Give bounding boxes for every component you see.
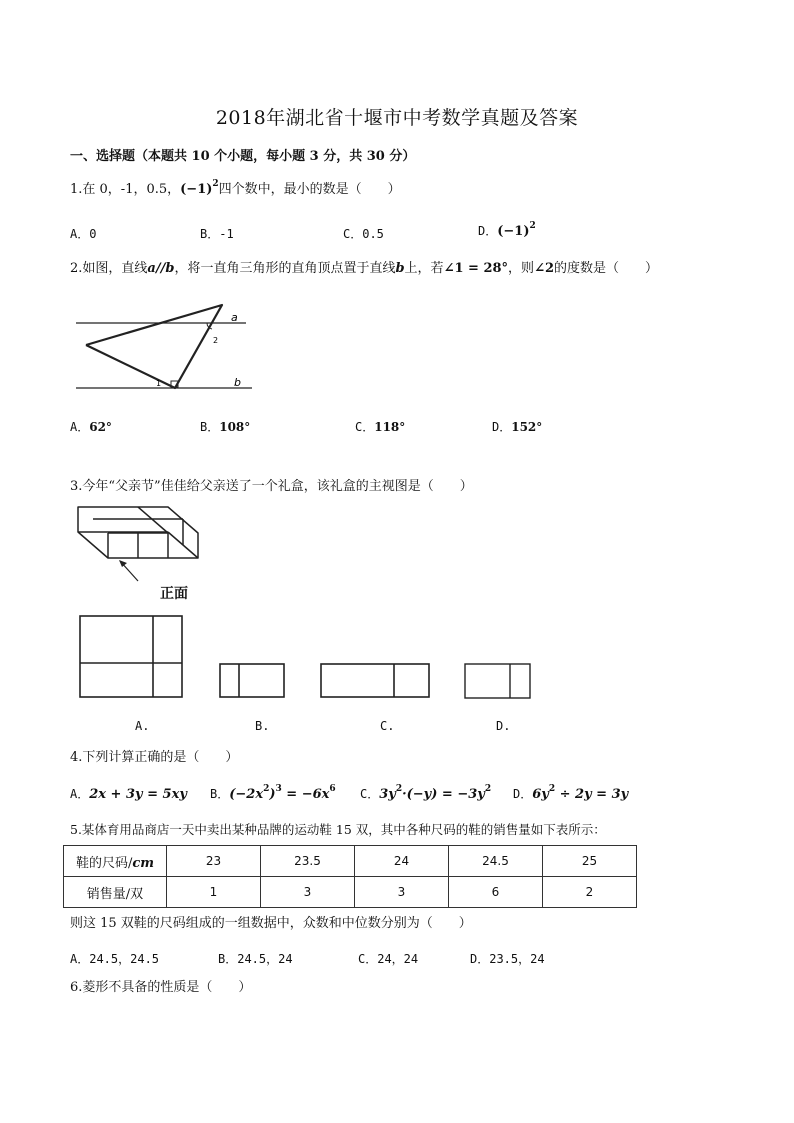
- q2-text-d: ，则: [508, 261, 535, 276]
- q4-b-expr-a: (−2x: [229, 787, 264, 802]
- question-6-stem: 6.菱形不具备的性质是（ ）: [70, 980, 252, 995]
- q4-d-expr-a: 6y: [532, 787, 549, 802]
- q2-var-b: b: [165, 261, 175, 276]
- page-title: 2018年湖北省十堰市中考数学真题及答案: [215, 107, 579, 129]
- q2-a-label: A．: [70, 420, 90, 434]
- table-header-count: 销售量/双: [64, 877, 167, 908]
- table-header-size: [64, 846, 167, 877]
- table-cell-size: 24.5: [449, 846, 543, 877]
- table-row-counts: [64, 877, 637, 908]
- question-5-follow: 则这 15 双鞋的尺码组成的一组数据中，众数和中位数分别为（ ）: [70, 916, 472, 931]
- q4-b-expr-c: = −6x: [281, 787, 330, 802]
- q2-text-e: 的度数是（ ）: [554, 261, 659, 276]
- q2-parallel: //: [155, 261, 166, 276]
- q4-a-label: A．: [70, 787, 90, 801]
- q1-exp: 2: [212, 179, 219, 189]
- q2-d-label: D．: [492, 420, 512, 434]
- q4-option-d: [513, 785, 628, 802]
- q2-angle1: ∠1 = 28°: [443, 261, 509, 276]
- q3-options-figure: [78, 613, 438, 703]
- label-angle-2: 2: [213, 336, 219, 345]
- table-cell-count: 3: [261, 877, 355, 908]
- q4-c-expr-a: 3y: [379, 787, 396, 802]
- table-cell-size: 25: [543, 846, 637, 877]
- q4-b-label: B．: [210, 787, 230, 801]
- q2-var-b2: b: [395, 261, 405, 276]
- q1-d-label: D．: [478, 224, 498, 238]
- table-cell-count: 1: [167, 877, 261, 908]
- right-triangle: [86, 305, 222, 388]
- q4-option-c: [360, 785, 491, 802]
- q4-option-b: [210, 785, 336, 802]
- q4-option-a: [70, 785, 187, 802]
- label-b: b: [234, 376, 241, 389]
- q5-option-d: D．23.5，24: [470, 952, 545, 966]
- question-1-stem: [70, 180, 401, 200]
- q3-option-b: B.: [255, 719, 270, 733]
- q1-text-b: 四个数中，最小的数是（ ）: [218, 182, 401, 197]
- q5-option-b: B．24.5，24: [218, 952, 293, 966]
- question-4-stem: 4.下列计算正确的是（ ）: [70, 750, 239, 765]
- question-2-stem: [70, 259, 658, 279]
- q1-expr: (−1): [180, 182, 213, 197]
- q2-c-label: C．: [355, 420, 375, 434]
- table-cell-size: 23: [167, 846, 261, 877]
- q1-option-d: [478, 222, 536, 239]
- q3-option-d: D.: [496, 719, 511, 733]
- question-5-stem: 5.某体育用品商店一天中卖出某种品牌的运动鞋 15 双，其中各种尺码的鞋的销售量如下表所示：: [70, 822, 606, 837]
- q1-d-expr: (−1): [497, 224, 530, 239]
- ribbon-top-v: [138, 507, 168, 533]
- q1-option-b: B．-1: [200, 227, 234, 241]
- gift-box-figure: [72, 503, 222, 603]
- option-c-rect: [321, 664, 429, 697]
- q2-c-val: 118°: [374, 420, 406, 434]
- q4-b-exp3: 6: [329, 784, 336, 794]
- q4-d-label: D．: [513, 787, 533, 801]
- option-b-rect: [220, 664, 284, 697]
- label-a: a: [231, 311, 238, 324]
- q2-d-val: 152°: [511, 420, 543, 434]
- q4-d-expr-b: ÷ 2y = 3y: [555, 787, 629, 802]
- question-3-stem: 3.今年“父亲节”佳佳给父亲送了一个礼盒，该礼盒的主视图是（ ）: [70, 479, 473, 494]
- q3-option-d-figure: [463, 662, 533, 702]
- q3-option-a: A.: [135, 719, 150, 733]
- q4-b-exp2: 3: [275, 784, 282, 794]
- q4-b-expr-b: ): [269, 787, 276, 802]
- q5-option-a: A．24.5，24.5: [70, 952, 160, 966]
- table-cell-count: 3: [355, 877, 449, 908]
- q2-option-b: [200, 418, 250, 435]
- q3-option-c: C.: [380, 719, 395, 733]
- option-d-rect: [465, 664, 530, 698]
- q1-d-exp: 2: [529, 221, 536, 231]
- q2-option-d: [492, 418, 542, 435]
- q2-option-c: [355, 418, 405, 435]
- q2-option-a: [70, 418, 112, 435]
- option-a-rect: [80, 616, 182, 697]
- label-angle-1: 1: [156, 379, 162, 388]
- table-cell-size: 24: [355, 846, 449, 877]
- q4-c-label: C．: [360, 787, 380, 801]
- q1-option-c: C．0.5: [343, 227, 384, 241]
- table-cell-count: 6: [449, 877, 543, 908]
- shoe-size-table: [63, 845, 637, 908]
- size-header-text: 鞋的尺码/: [75, 855, 133, 871]
- q2-b-label: B．: [200, 420, 220, 434]
- q4-d-exp1: 2: [548, 784, 556, 794]
- front-arrow-head: [119, 560, 127, 567]
- q4-c-exp2: 2: [484, 784, 492, 794]
- q4-c-exp1: 2: [395, 784, 403, 794]
- table-row-sizes: [64, 846, 637, 877]
- front-label: 正面: [160, 586, 188, 602]
- q4-b-exp1: 2: [263, 784, 270, 794]
- q2-text-a: 2.如图，直线: [70, 261, 148, 276]
- table-cell-size: 23.5: [261, 846, 355, 877]
- section-heading: 一、选择题（本题共 10 个小题，每小题 3 分，共 30 分）: [70, 149, 416, 164]
- q2-text-c: 上，若: [404, 261, 444, 276]
- table-cell-count: 2: [543, 877, 637, 908]
- q1-option-a: A．0: [70, 227, 97, 241]
- q2-angle2: ∠2: [534, 261, 555, 276]
- q4-c-expr-b: ·(−y) = −3y: [402, 787, 485, 802]
- parallel-lines-figure: [74, 290, 274, 405]
- q2-a-val: 62°: [89, 420, 112, 434]
- size-header-unit: cm: [132, 855, 155, 871]
- q2-text-b: ，将一直角三角形的直角顶点置于直线: [174, 261, 396, 276]
- q2-var-a: a: [147, 261, 156, 276]
- q1-text-a: 1.在 0，-1，0.5，: [70, 182, 181, 197]
- q5-option-c: C．24，24: [358, 952, 419, 966]
- q4-a-expr: 2x + 3y = 5xy: [89, 787, 187, 802]
- q2-b-val: 108°: [219, 420, 251, 434]
